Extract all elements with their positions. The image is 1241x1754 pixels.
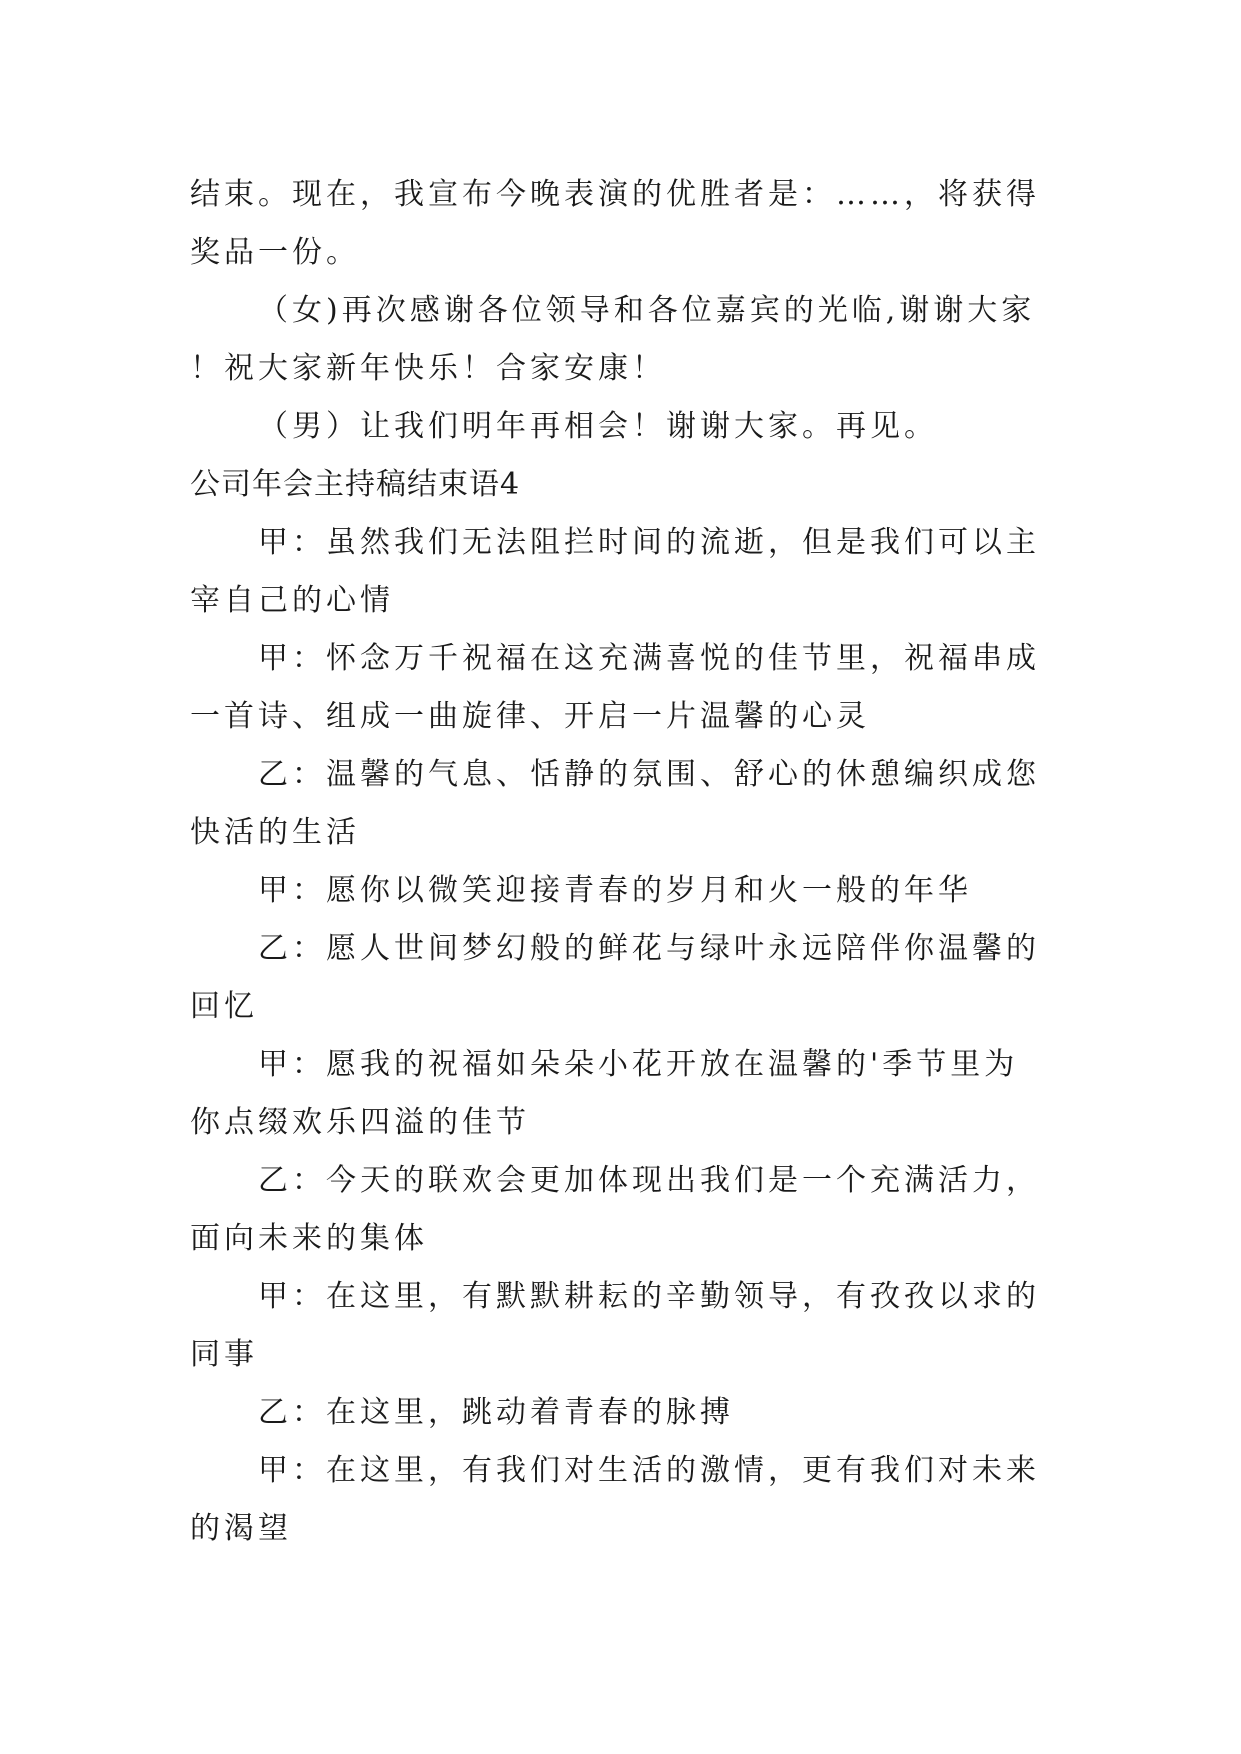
paragraph-13: 乙：在这里，跳动着青春的脉搏: [258, 1395, 734, 1430]
paragraph-3: （男）让我们明年再相会！谢谢大家。再见。: [258, 409, 938, 444]
paragraph-12: 甲：在这里，有默默耕耘的辛勤领导，有孜孜以求的同事: [190, 1279, 1040, 1372]
paragraph-2: （女)再次感谢各位领导和各位嘉宾的光临,谢谢大家！祝大家新年快乐！合家安康！: [190, 293, 1036, 386]
paragraph-11: 乙：今天的联欢会更加体现出我们是一个充满活力，面向未来的集体: [190, 1163, 1040, 1256]
paragraph-7: 乙：温馨的气息、恬静的氛围、舒心的休憩编织成您快活的生活: [190, 757, 1040, 850]
paragraph-10: 甲：愿我的祝福如朵朵小花开放在温馨的'季节里为你点缀欢乐四溢的佳节: [190, 1047, 1019, 1140]
document-body: [190, 166, 1050, 1558]
paragraph-8: 甲：愿你以微笑迎接青春的岁月和火一般的年华: [258, 873, 972, 908]
paragraph-5: 甲：虽然我们无法阻拦时间的流逝，但是我们可以主宰自己的心情: [190, 525, 1040, 618]
paragraph-9: 乙：愿人世间梦幻般的鲜花与绿叶永远陪伴你温馨的回忆: [190, 931, 1040, 1024]
section-heading: 公司年会主持稿结束语4: [190, 467, 521, 502]
paragraph-1: 结束。现在，我宣布今晚表演的优胜者是：……，将获得奖品一份。: [190, 177, 1040, 270]
paragraph-6: 甲：怀念万千祝福在这充满喜悦的佳节里，祝福串成一首诗、组成一曲旋律、开启一片温馨的心灵: [190, 641, 1040, 734]
paragraph-14: 甲：在这里，有我们对生活的激情，更有我们对未来的渴望: [190, 1453, 1040, 1546]
